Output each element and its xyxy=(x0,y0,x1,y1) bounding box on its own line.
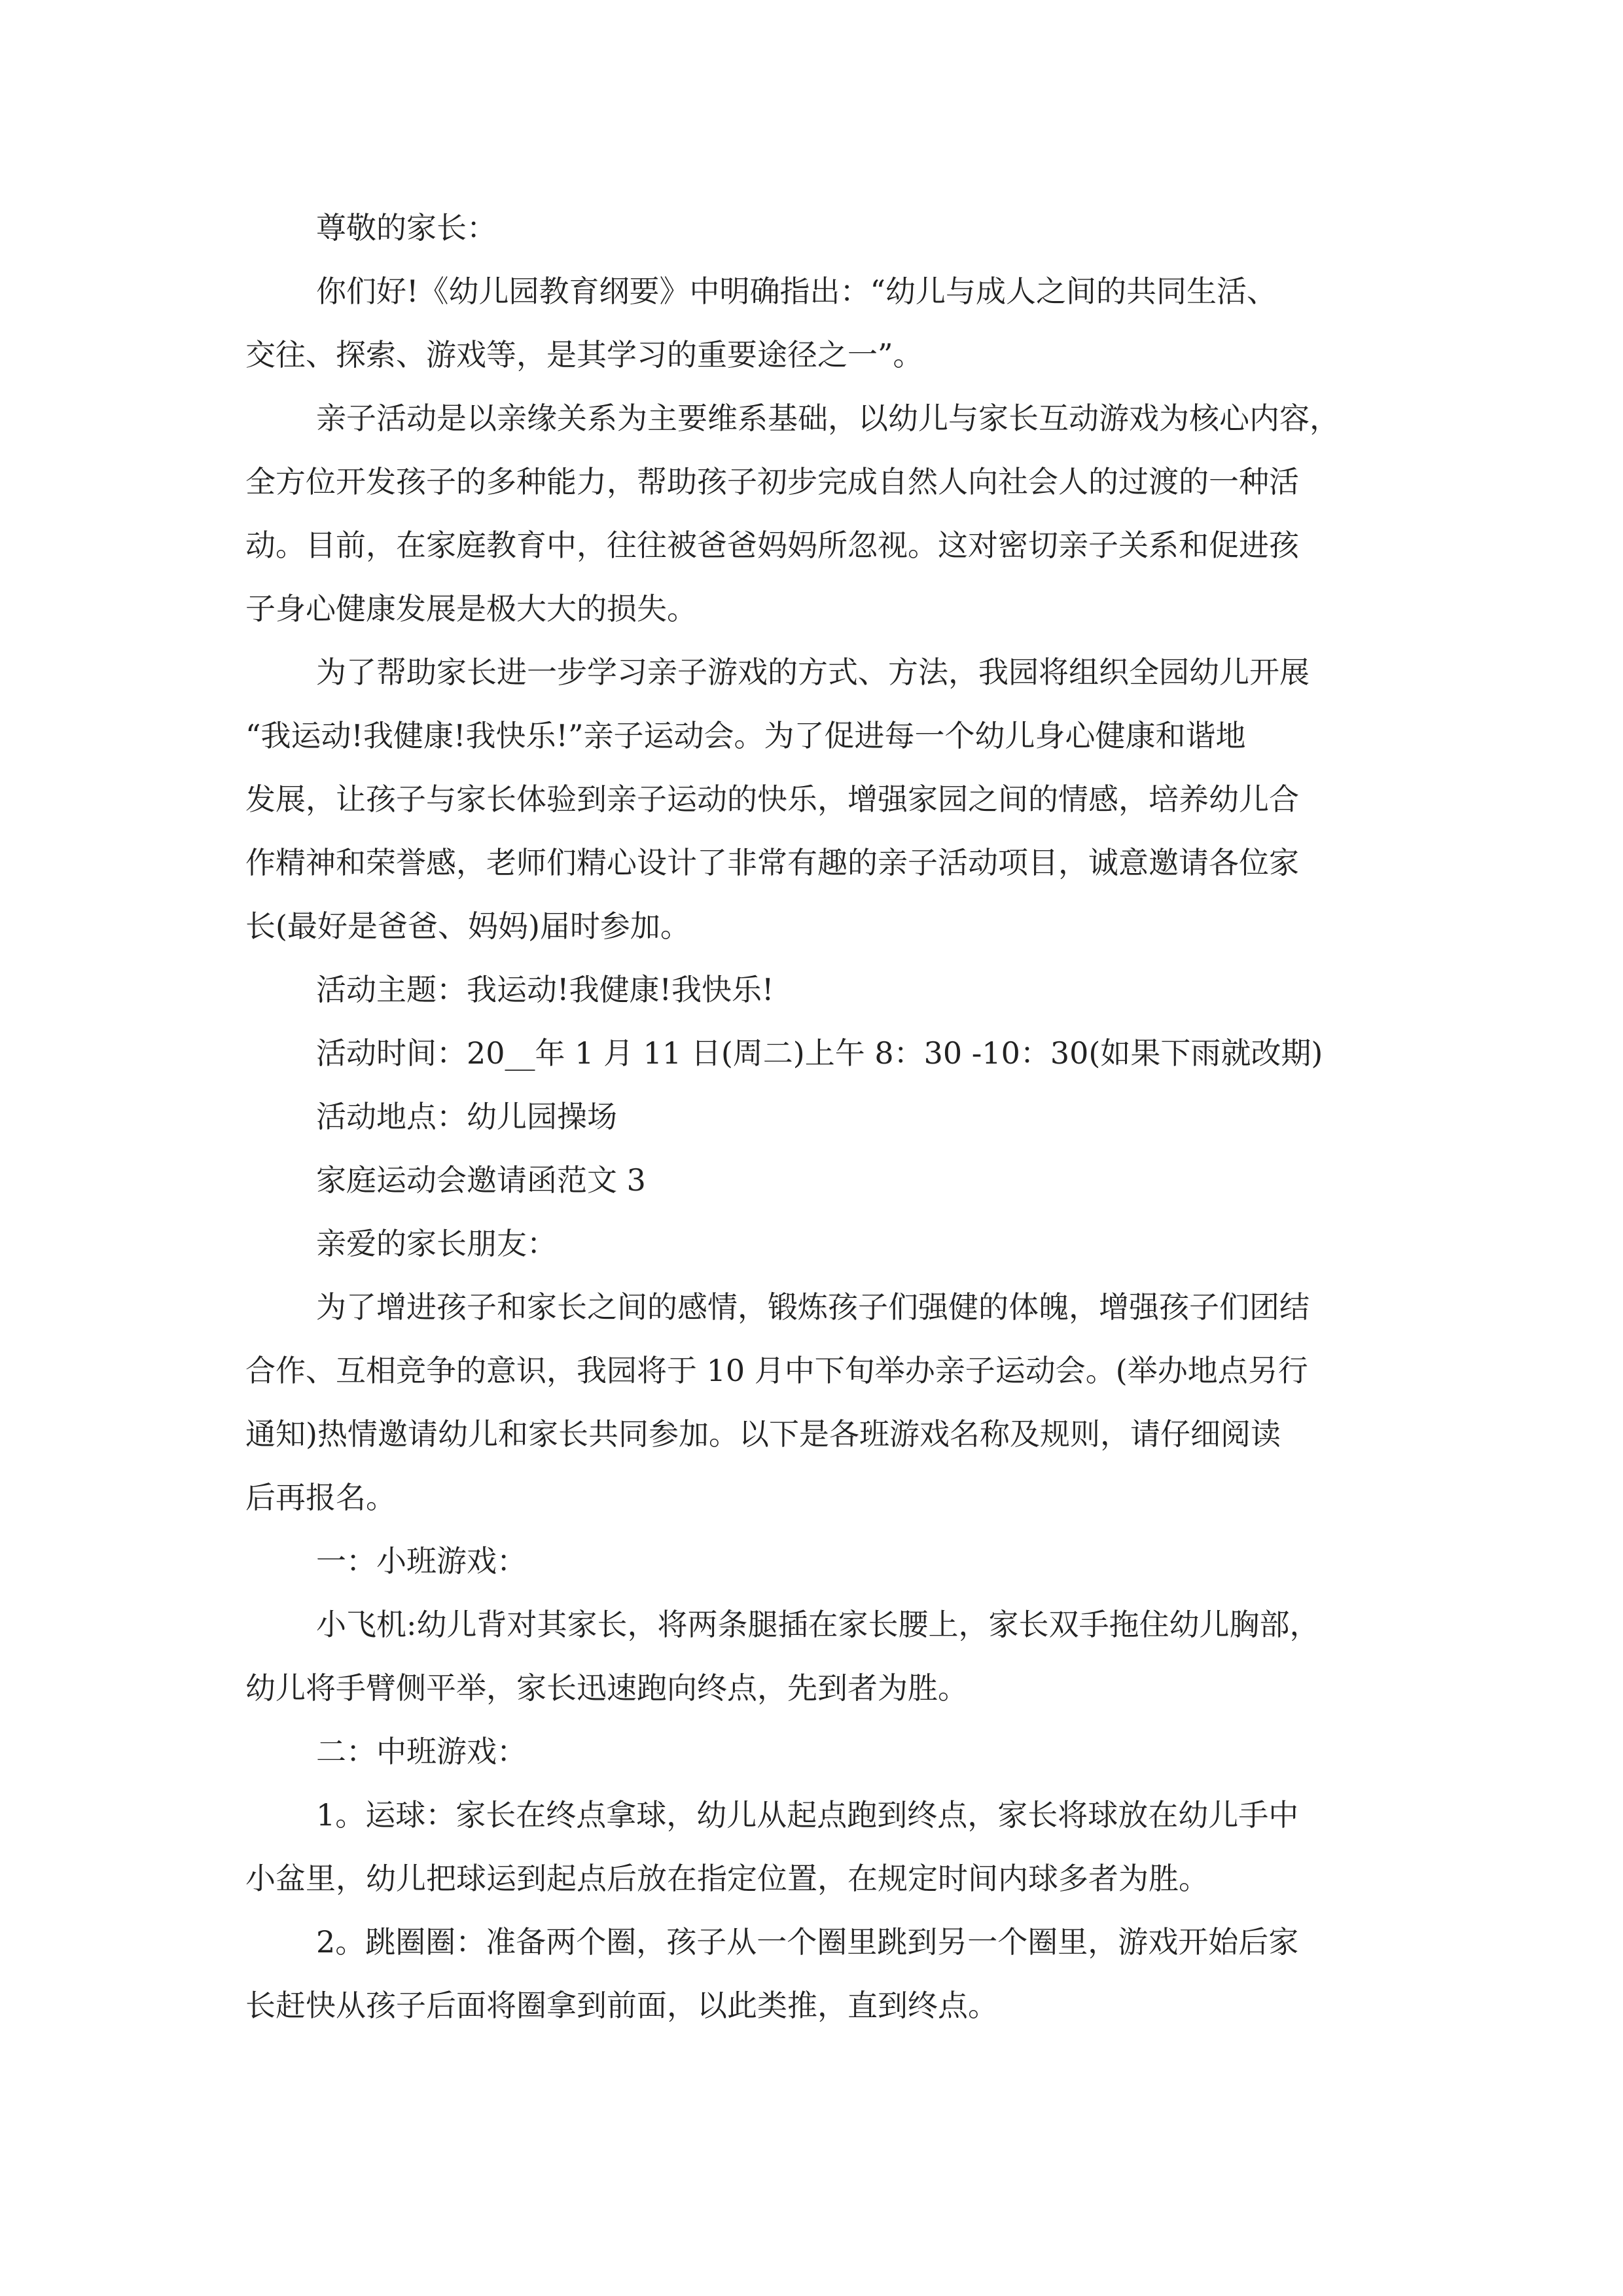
text-line: 长(最好是爸爸、妈妈)届时参加。 xyxy=(245,908,690,944)
text-line: 全方位开发孩子的多种能力，帮助孩子初步完成自然人向社会人的过渡的一种活 xyxy=(245,464,1299,499)
greeting-dear-parent-friends: 亲爱的家长朋友： xyxy=(316,1226,557,1261)
paragraph-kindergarten-guideline xyxy=(245,260,1378,387)
greeting-dear-parents: 尊敬的家长： xyxy=(316,210,497,245)
small-class-heading: 一：小班游戏： xyxy=(316,1543,527,1579)
paragraph-sports-meeting xyxy=(245,1276,1378,1530)
text-line: 幼儿将手臂侧平举，家长迅速跑向终点，先到者为胜。 xyxy=(245,1670,968,1706)
text-line: 动。目前，在家庭教育中，往往被爸爸妈妈所忽视。这对密切亲子关系和促进孩 xyxy=(245,528,1299,563)
text-line: “我运动!我健康!我快乐!”亲子运动会。为了促进每一个幼儿身心健康和谐地 xyxy=(245,718,1246,753)
middle-class-heading: 二：中班游戏： xyxy=(316,1734,527,1769)
text-line: 发展，让孩子与家长体验到亲子运动的快乐，增强家园之间的情感，培养幼儿合 xyxy=(245,781,1299,817)
text-line: 子身心健康发展是极大大的损失。 xyxy=(245,591,697,626)
text-line: 小飞机:幼儿背对其家长，将两条腿插在家长腰上，家长双手拖住幼儿胸部， xyxy=(316,1607,1320,1642)
activity-location: 活动地点：幼儿园操场 xyxy=(316,1099,617,1134)
text-line: 小盆里，幼儿把球运到起点后放在指定位置，在规定时间内球多者为胜。 xyxy=(245,1861,1209,1896)
text-line: 亲子活动是以亲缘关系为主要维系基础，以幼儿与家长互动游戏为核心内容， xyxy=(316,401,1340,436)
text-line: 合作、互相竞争的意识，我园将于 10 月中下旬举办亲子运动会。(举办地点另行 xyxy=(245,1353,1308,1388)
text-line: 长赶快从孩子后面将圈拿到前面，以此类推，直到终点。 xyxy=(245,1988,998,2023)
document-page xyxy=(245,196,1378,2037)
middle-class-game-2 xyxy=(245,1910,1378,2037)
text-line: 后再报名。 xyxy=(245,1480,396,1515)
text-line: 为了帮助家长进一步学习亲子游戏的方式、方法，我园将组织全园幼儿开展 xyxy=(316,655,1310,690)
text-line: 1。运球：家长在终点拿球，幼儿从起点跑到终点，家长将球放在幼儿手中 xyxy=(316,1797,1299,1833)
section-title: 家庭运动会邀请函范文 3 xyxy=(316,1162,646,1198)
middle-class-game-1 xyxy=(245,1784,1378,1910)
text-line: 你们好!《幼儿园教育纲要》中明确指出：“幼儿与成人之间的共同生活、 xyxy=(316,274,1277,309)
text-line: 通知)热情邀请幼儿和家长共同参加。以下是各班游戏名称及规则，请仔细阅读 xyxy=(245,1416,1281,1452)
text-line: 2。跳圈圈：准备两个圈，孩子从一个圈里跳到另一个圈里，游戏开始后家 xyxy=(316,1924,1299,1960)
activity-theme: 活动主题：我运动!我健康!我快乐! xyxy=(316,972,774,1007)
text-line: 交往、探索、游戏等，是其学习的重要途径之一”。 xyxy=(245,337,923,372)
paragraph-parent-child-activity xyxy=(245,387,1378,641)
text-line: 作精神和荣誉感，老师们精心设计了非常有趣的亲子活动项目，诚意邀请各位家 xyxy=(245,845,1299,880)
paragraph-invitation xyxy=(245,641,1378,958)
text-line: 为了增进孩子和家长之间的感情，锻炼孩子们强健的体魄，增强孩子们团结 xyxy=(316,1289,1310,1325)
activity-time: 活动时间：20__年 1 月 11 日(周二)上午 8：30 -10：30(如果下雨就改期) xyxy=(316,1035,1323,1071)
small-class-game xyxy=(245,1593,1378,1720)
